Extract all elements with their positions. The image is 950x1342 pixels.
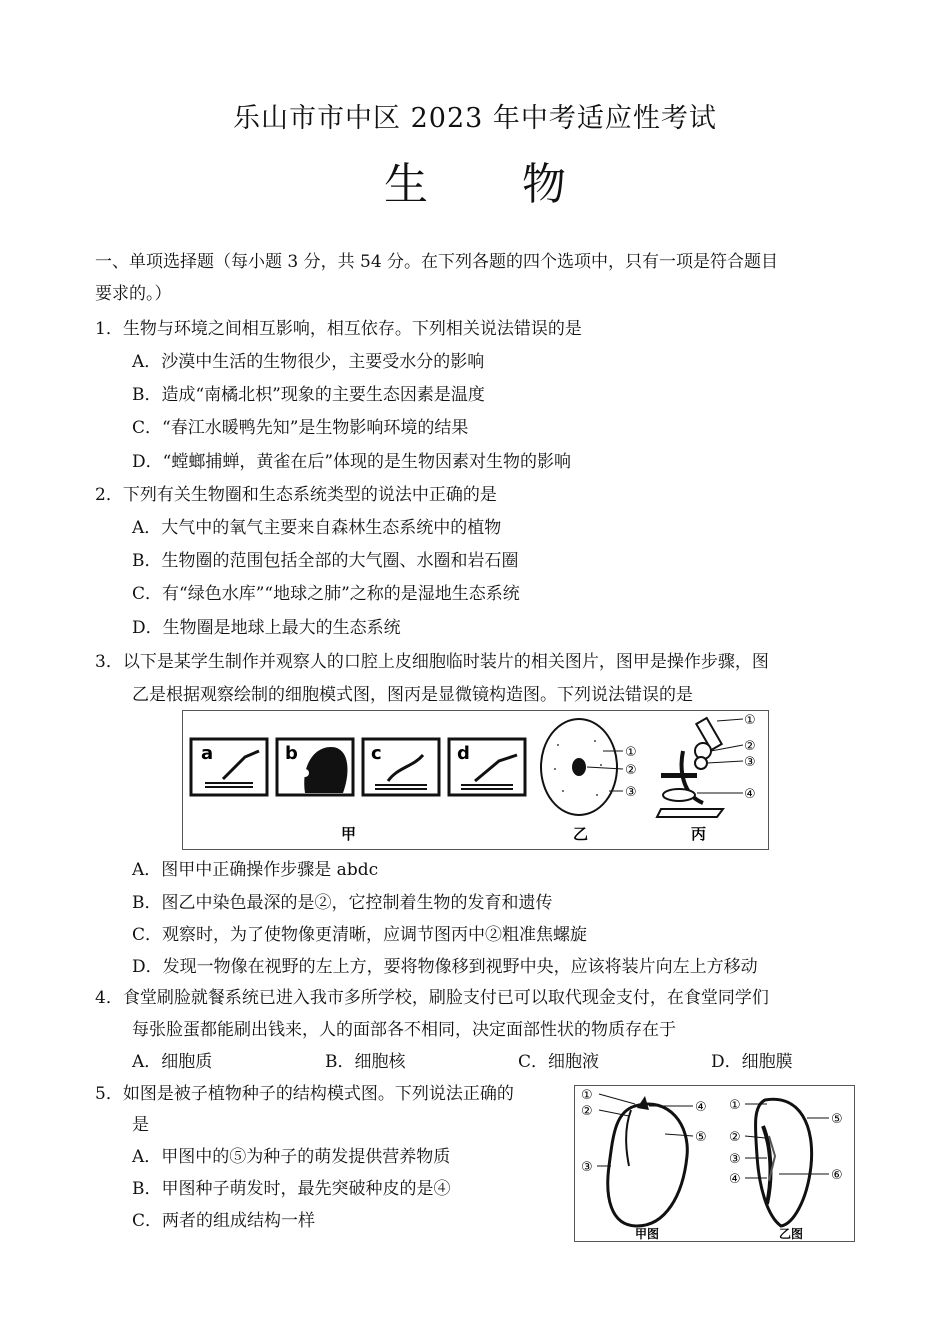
- yi-mark-5: ⑤: [831, 1112, 843, 1127]
- q3-option-b: B．图乙中染色最深的是②，它控制着生物的发育和遗传: [132, 893, 553, 913]
- q1-option-b: B．造成“南橘北枳”现象的主要生态因素是温度: [132, 385, 485, 405]
- seed-jia-diagram: [581, 1088, 707, 1226]
- cell-mark-2: ②: [625, 763, 637, 778]
- q5-option-a: A．甲图中的⑤为种子的萌发提供营养物质: [132, 1147, 451, 1167]
- step-a-panel: [191, 739, 267, 795]
- figure-yi-label: 乙: [573, 825, 589, 843]
- q5-stem-cont: 是: [132, 1115, 149, 1135]
- yi-mark-4: ④: [729, 1172, 741, 1187]
- section-heading-cont: 要求的。）: [95, 284, 172, 304]
- scope-mark-4: ④: [744, 787, 756, 802]
- yi-mark-1: ①: [729, 1098, 741, 1113]
- q4-stem: 4．食堂刷脸就餐系统已进入我市多所学校，刷脸支付已可以取代现金支付，在食堂同学们: [95, 988, 769, 1008]
- q4-option-c: C．细胞液: [518, 1052, 600, 1072]
- jia-mark-3: ③: [581, 1160, 593, 1175]
- q5-stem: 5．如图是被子植物种子的结构模式图。下列说法正确的: [95, 1084, 514, 1104]
- cell-diagram: [541, 719, 637, 815]
- subject-title: 生 物: [384, 159, 606, 210]
- step-c-panel: [363, 739, 439, 795]
- jia-mark-5: ⑤: [695, 1130, 707, 1145]
- scope-mark-2: ②: [744, 739, 756, 754]
- q2-stem: 2．下列有关生物圈和生态系统类型的说法中正确的是: [95, 485, 497, 505]
- microscope-diagram: [657, 713, 756, 817]
- q2-option-b: B．生物圈的范围包括全部的大气圈、水圈和岩石圈: [132, 551, 519, 571]
- figure-yi-seed-label: 乙图: [779, 1227, 804, 1241]
- q2-option-d: D．生物圈是地球上最大的生态系统: [132, 618, 401, 638]
- q1-option-d: D．“螳螂捕蝉，黄雀在后”体现的是生物因素对生物的影响: [132, 452, 572, 472]
- scope-mark-1: ①: [744, 713, 756, 728]
- q4-option-a: A．细胞质: [132, 1052, 213, 1072]
- q4-option-b: B．细胞核: [325, 1052, 406, 1072]
- scope-mark-3: ③: [744, 755, 756, 770]
- figure-jia-seed-label: 甲图: [635, 1227, 660, 1241]
- step-d-label: d: [457, 743, 470, 764]
- q1-stem: 1．生物与环境之间相互影响，相互依存。下列相关说法错误的是: [95, 319, 582, 339]
- q5-figure: [574, 1085, 855, 1242]
- yi-mark-2: ②: [729, 1130, 741, 1145]
- q3-option-a: A．图甲中正确操作步骤是 abdc: [132, 860, 379, 880]
- figure-jia-label: 甲: [341, 825, 357, 843]
- step-b-panel: [277, 739, 353, 795]
- jia-mark-1: ①: [581, 1088, 593, 1103]
- figure-bing-label: 丙: [691, 825, 707, 843]
- q5-option-c: C．两者的组成结构一样: [132, 1211, 316, 1231]
- q3-option-d: D．发现一物像在视野的左上方，要将物像移到视野中央，应该将装片向左上方移动: [132, 957, 758, 977]
- section-heading: 一、单项选择题（每小题 3 分，共 54 分。在下列各题的四个选项中，只有一项是符合题目: [95, 252, 779, 272]
- cell-mark-1: ①: [625, 745, 637, 760]
- q1-option-a: A．沙漠中生活的生物很少，主要受水分的影响: [132, 352, 485, 372]
- step-b-label: b: [285, 743, 298, 764]
- step-c-label: c: [371, 743, 382, 764]
- jia-mark-2: ②: [581, 1104, 593, 1119]
- q5-option-b: B．甲图种子萌发时，最先突破种皮的是④: [132, 1179, 451, 1199]
- step-a-label: a: [201, 743, 214, 764]
- q3-option-c: C．观察时，为了使物像更清晰，应调节图丙中②粗准焦螺旋: [132, 925, 588, 945]
- exam-title: 乐山市市中区 2023 年中考适应性考试: [233, 103, 717, 134]
- step-d-panel: [449, 739, 525, 795]
- q3-figure: [182, 710, 769, 850]
- cell-mark-3: ③: [625, 785, 637, 800]
- yi-mark-3: ③: [729, 1152, 741, 1167]
- q2-option-a: A．大气中的氧气主要来自森林生态系统中的植物: [132, 518, 502, 538]
- q2-option-c: C．有“绿色水库”“地球之肺”之称的是湿地生态系统: [132, 584, 520, 604]
- q1-option-c: C．“春江水暖鸭先知”是生物影响环境的结果: [132, 418, 469, 438]
- q4-option-d: D．细胞膜: [711, 1052, 793, 1072]
- seed-yi-diagram: [729, 1098, 843, 1226]
- q4-stem-cont: 每张脸蛋都能刷出钱来，人的面部各不相同，决定面部性状的物质存在于: [132, 1020, 676, 1040]
- yi-mark-6: ⑥: [831, 1168, 843, 1183]
- jia-mark-4: ④: [695, 1100, 707, 1115]
- q3-stem: 3．以下是某学生制作并观察人的口腔上皮细胞临时装片的相关图片，图甲是操作步骤，图: [95, 652, 769, 672]
- q3-stem-cont: 乙是根据观察绘制的细胞模式图，图丙是显微镜构造图。下列说法错误的是: [132, 685, 693, 705]
